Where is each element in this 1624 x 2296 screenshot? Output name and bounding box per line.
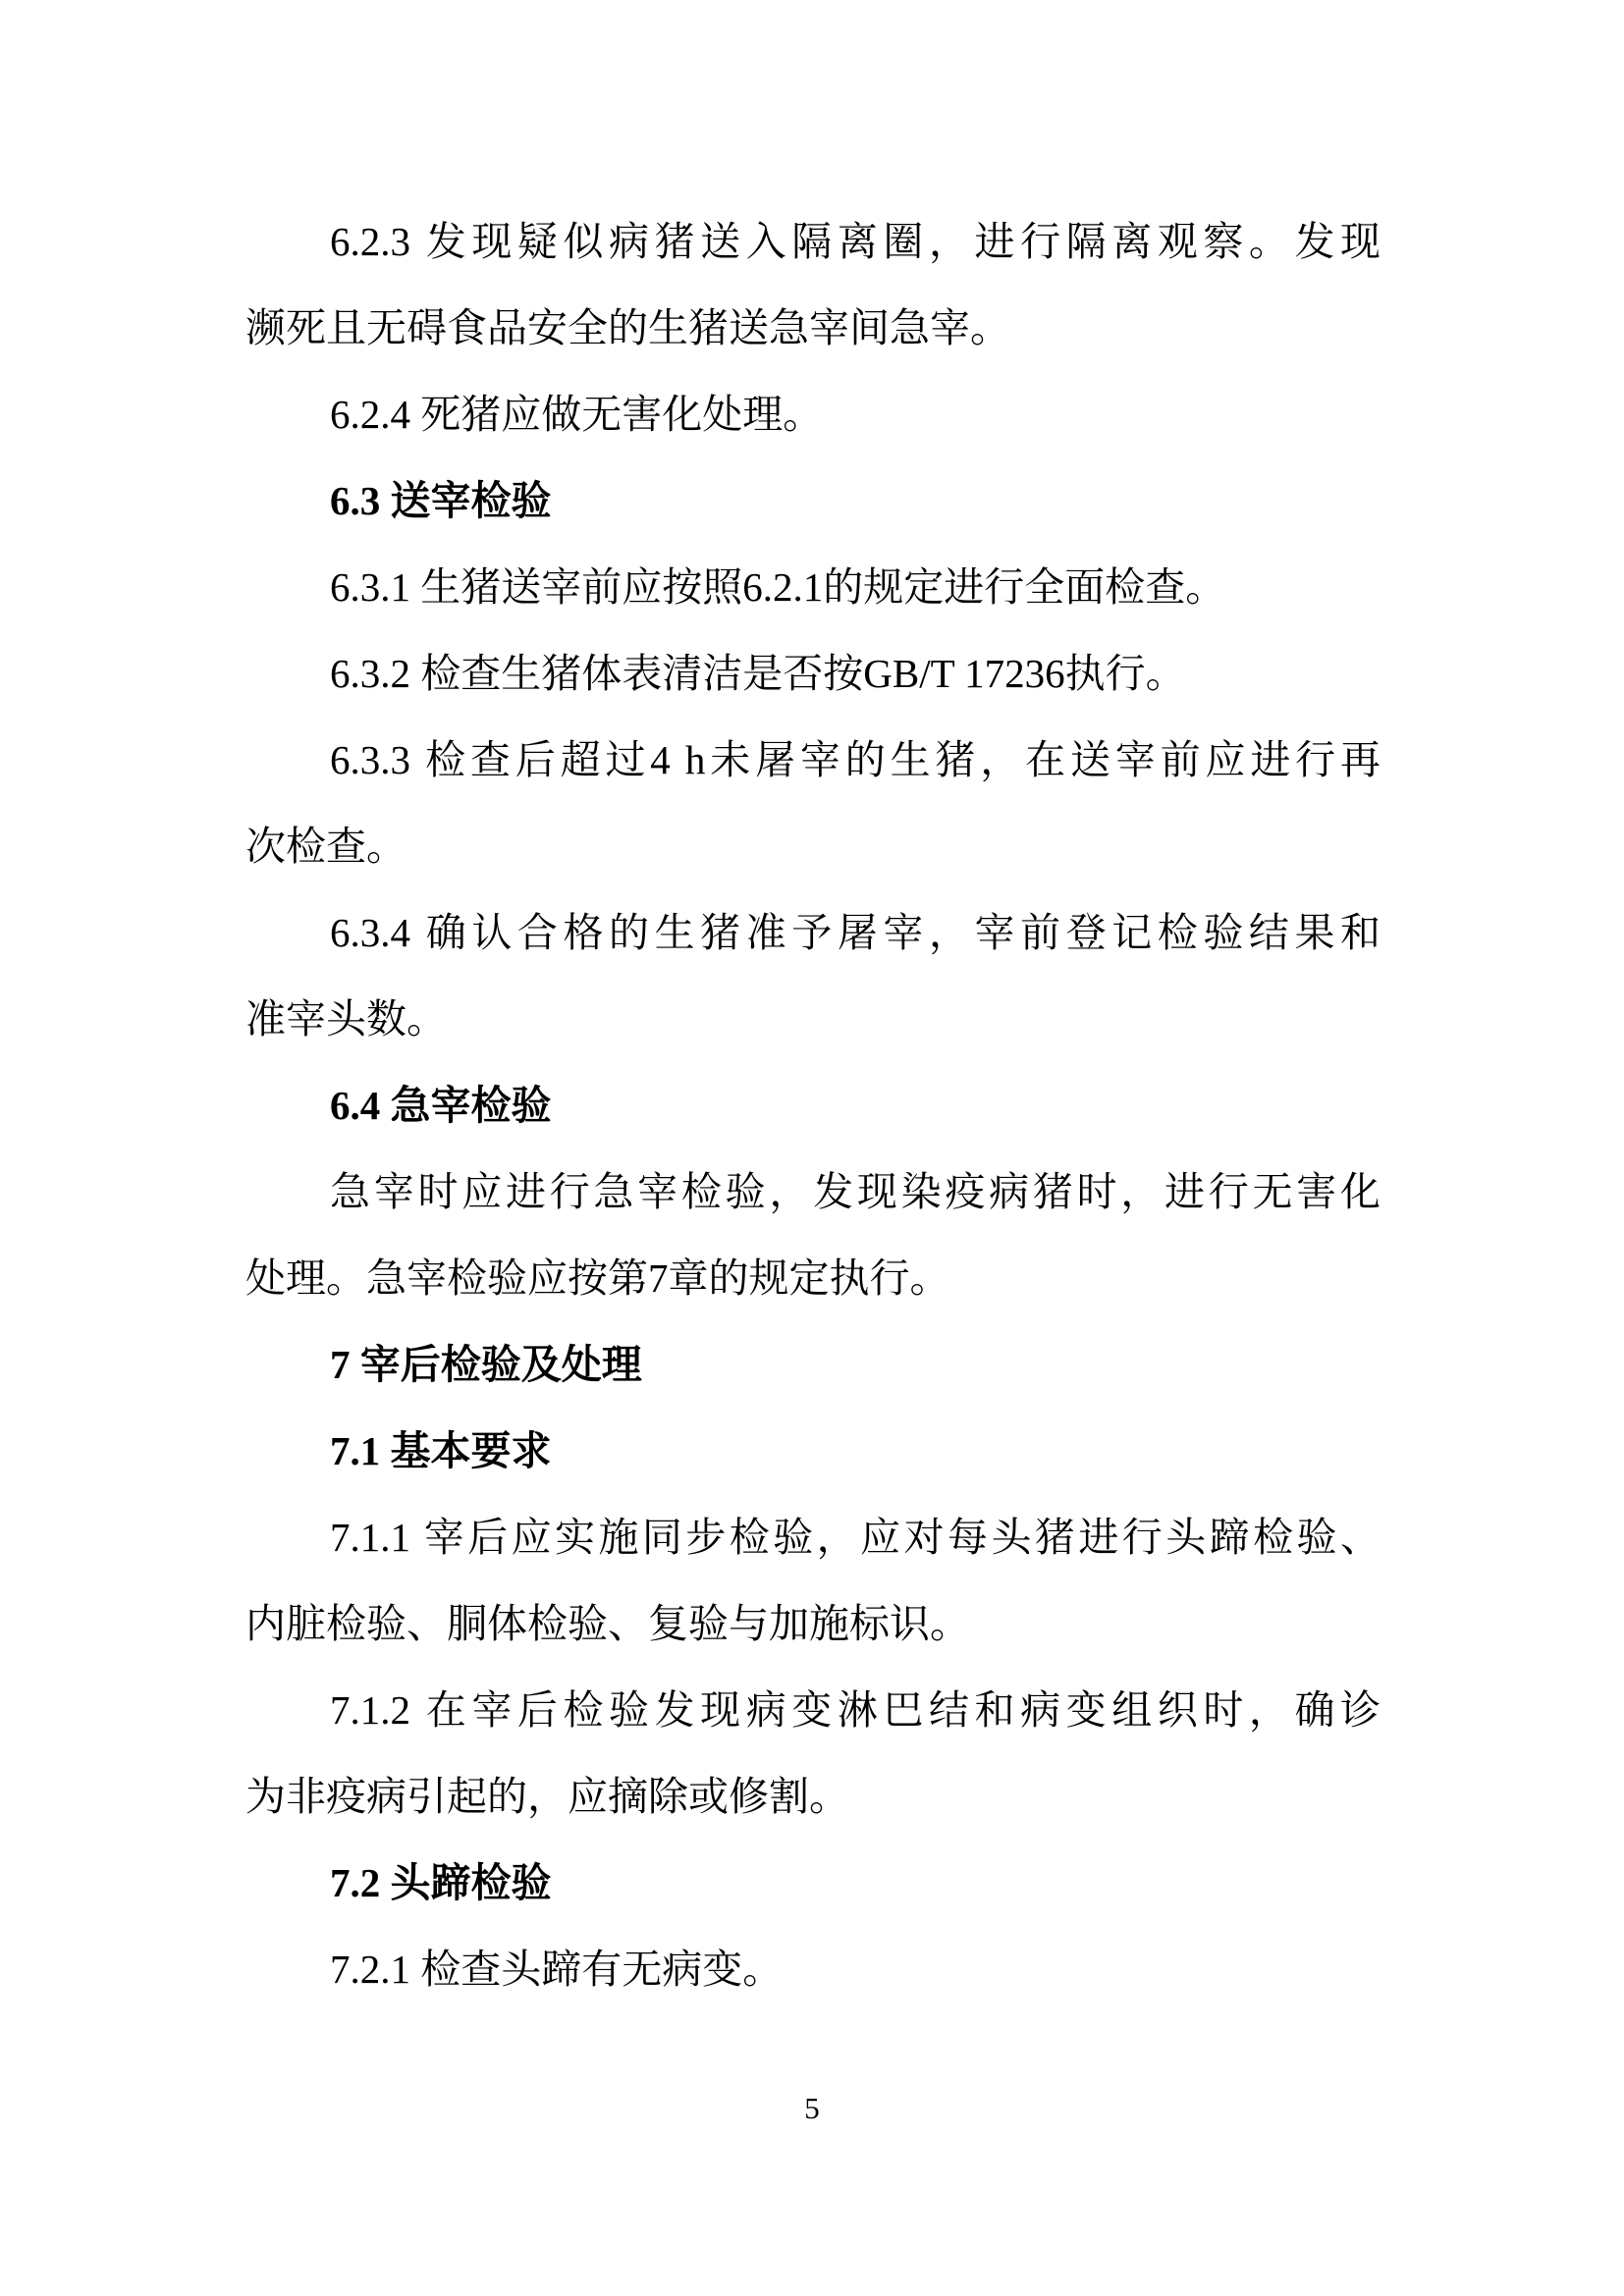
paragraph	[245, 1148, 1380, 1321]
paragraph	[245, 630, 1380, 717]
page-footer	[0, 2089, 1624, 2128]
text-line: 7.1.1 宰后应实施同步检验，应对每头猪进行头蹄检验、	[330, 1515, 1380, 1560]
paragraph	[245, 371, 1380, 457]
section-heading	[245, 1840, 1380, 1926]
paragraph	[245, 1494, 1380, 1667]
text-line: 7.1 基本要求	[330, 1428, 552, 1473]
text-line: 次检查。	[245, 824, 406, 869]
text-line: 6.3.1 生猪送宰前应按照6.2.1的规定进行全面检查。	[330, 564, 1226, 610]
text-line: 7.1.2 在宰后检验发现病变淋巴结和病变组织时，确诊	[330, 1687, 1380, 1733]
section-heading	[245, 1321, 1380, 1408]
text-line: 急宰时应进行急宰检验，发现染疫病猪时，进行无害化	[330, 1169, 1380, 1214]
section-heading	[245, 1408, 1380, 1494]
text-line: 6.2.3 发现疑似病猪送入隔离圈，进行隔离观察。发现	[330, 219, 1380, 264]
paragraph	[245, 1926, 1380, 2012]
text-line: 6.3.2 检查生猪体表清洁是否按GB/T 17236执行。	[330, 651, 1186, 696]
text-line: 6.3 送宰检验	[330, 478, 552, 523]
document-body	[245, 198, 1380, 2012]
paragraph	[245, 717, 1380, 889]
text-line: 7 宰后检验及处理	[330, 1342, 642, 1387]
text-line: 7.2 头蹄检验	[330, 1860, 552, 1905]
text-line: 为非疫病引起的，应摘除或修割。	[245, 1774, 849, 1819]
text-line: 内脏检验、胴体检验、复验与加施标识。	[245, 1601, 970, 1646]
paragraph	[245, 198, 1380, 371]
text-line: 6.2.4 死猪应做无害化处理。	[330, 392, 824, 437]
text-line: 6.3.3 检查后超过4 h未屠宰的生猪，在送宰前应进行再	[330, 737, 1380, 782]
text-line: 濒死且无碍食品安全的生猪送急宰间急宰。	[245, 305, 1010, 350]
paragraph	[245, 1667, 1380, 1840]
text-line: 6.4 急宰检验	[330, 1083, 552, 1128]
section-heading	[245, 457, 1380, 544]
text-line: 准宰头数。	[245, 996, 447, 1041]
text-line: 处理。急宰检验应按第7章的规定执行。	[245, 1255, 950, 1301]
paragraph	[245, 544, 1380, 630]
section-heading	[245, 1062, 1380, 1148]
text-line: 7.2.1 检查头蹄有无病变。	[330, 1947, 784, 1992]
page-number: 5	[804, 2091, 820, 2125]
paragraph	[245, 889, 1380, 1062]
text-line: 6.3.4 确认合格的生猪准予屠宰，宰前登记检验结果和	[330, 910, 1380, 955]
